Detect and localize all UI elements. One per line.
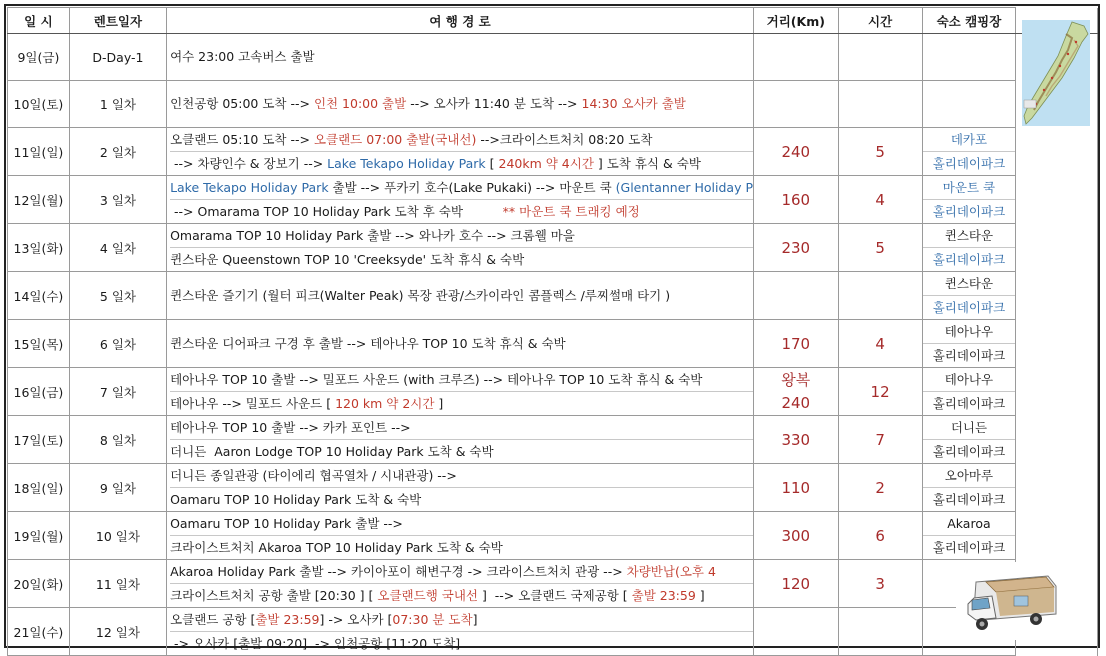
table-row (8, 320, 1098, 368)
header-distance: 거리(Km) (754, 8, 839, 34)
route-segment: 인천공항 05:00 도착 --> (170, 96, 314, 111)
route-segment: 오클랜드 05:10 도착 --> (170, 132, 314, 147)
route-cell (167, 176, 754, 224)
header-time: 시간 (838, 8, 922, 34)
camp-line: 테아나우 (944, 324, 994, 339)
route-line (170, 416, 753, 439)
rent-day-cell: 6 일차 (69, 320, 166, 368)
route-line (170, 560, 753, 583)
table-row (8, 34, 1098, 81)
route-segment: Akaroa Holiday Park 출발 --> 카이아포이 해변구경 -> 크라이스트처치 관광 --> (170, 564, 627, 579)
route-segment: 07:30 분 도착 (392, 612, 473, 627)
route-segment: 출발 23:59 (255, 612, 320, 627)
camp-line: 홀리데이파크 (923, 535, 1016, 559)
picture-cell (1016, 176, 1098, 224)
camp-cell (922, 272, 1016, 320)
route-segment: ** 마운트 쿡 트래킹 예정 (502, 204, 640, 219)
route-cell (167, 512, 754, 560)
route-segment: --> 오사카 11:40 분 도착 --> (406, 96, 582, 111)
time-cell: 7 (838, 416, 922, 464)
rent-day-cell: D-Day-1 (69, 34, 166, 81)
distance-cell (754, 272, 839, 320)
distance-cell: 120 (754, 560, 839, 608)
route-segment: ] 도착 휴식 & 숙박 (593, 156, 701, 171)
route-line (170, 512, 753, 535)
rent-day-cell: 3 일차 (69, 176, 166, 224)
time-cell (838, 81, 922, 128)
route-line (170, 631, 753, 655)
table-row (8, 176, 1098, 224)
new-zealand-map-image (1022, 20, 1090, 126)
route-segment: 출발 --> 푸카키 호수(Lake Pukaki) --> 마운트 쿡 (328, 180, 616, 195)
date-cell: 21일(수) (8, 608, 70, 656)
time-cell: 6 (838, 512, 922, 560)
header-day: 렌트일자 (69, 8, 166, 34)
route-segment: 퀸스타운 디어파크 구경 후 출발 --> 테아나우 TOP 10 도착 휴식 & 숙박 (170, 335, 566, 351)
route-segment: Lake Tekapo Holiday Park (327, 156, 486, 171)
camp-cell (922, 34, 1016, 81)
camp-line: Akaroa (947, 516, 991, 531)
camp-line: 퀸스타운 (944, 276, 994, 291)
route-line (170, 247, 753, 271)
route-segment: 오클랜드 공항 [ (170, 612, 256, 627)
route-segment: 120 km 약 2시간 (335, 396, 435, 411)
route-line (170, 48, 753, 66)
route-cell (167, 416, 754, 464)
route-segment: Omarama TOP 10 Holiday Park 출발 --> 와나카 호수 --> 크롬웰 마을 (170, 228, 575, 243)
route-cell (167, 464, 754, 512)
table-row (8, 560, 1098, 608)
camp-cell (922, 81, 1016, 128)
rent-day-cell: 4 일차 (69, 224, 166, 272)
camp-line: 마운트 쿡 (942, 180, 996, 195)
camp-line: 더니든 (950, 420, 988, 435)
date-cell: 10일(토) (8, 81, 70, 128)
route-line (170, 439, 753, 463)
camp-line: 홀리데이파크 (923, 487, 1016, 511)
route-segment: 더니든 Aaron Lodge TOP 10 Holiday Park 도착 & 숙박 (170, 444, 494, 459)
camp-line: 테아나우 (944, 372, 994, 387)
route-segment: ] (695, 588, 705, 603)
route-cell (167, 320, 754, 368)
rent-day-cell: 2 일차 (69, 128, 166, 176)
route-line (170, 224, 753, 247)
date-cell: 20일(화) (8, 560, 70, 608)
date-cell: 17일(토) (8, 416, 70, 464)
campervan-image (956, 562, 1066, 640)
camp-cell (922, 368, 1016, 416)
camp-line: 홀리데이파크 (923, 439, 1016, 463)
date-cell: 13일(화) (8, 224, 70, 272)
camp-line: 홀리데이파크 (923, 391, 1016, 415)
date-cell: 12일(월) (8, 176, 70, 224)
distance-value: 240 (781, 393, 811, 412)
camp-line: 홀리데이파크 (923, 151, 1016, 175)
header-route: 여 행 경 로 (167, 8, 754, 34)
date-cell: 19일(월) (8, 512, 70, 560)
route-line (170, 583, 753, 607)
time-cell: 4 (838, 176, 922, 224)
route-segment: 오클랜드 07:00 출발(국내선) (313, 132, 477, 147)
camp-line: 퀸스타운 (944, 228, 994, 243)
time-cell: 3 (838, 560, 922, 608)
route-line (170, 487, 753, 511)
table-row (8, 464, 1098, 512)
route-segment: --> Omarama TOP 10 Holiday Park 도착 후 숙박 (170, 204, 503, 219)
date-cell: 11일(일) (8, 128, 70, 176)
route-segment: 테아나우 TOP 10 출발 --> 밀포드 사운드 (with 크루즈) --> 테아나우 TOP 10 도착 휴식 & 숙박 (170, 372, 703, 387)
camp-cell (922, 176, 1016, 224)
rent-day-cell: 7 일차 (69, 368, 166, 416)
time-cell (838, 272, 922, 320)
rent-day-cell: 5 일차 (69, 272, 166, 320)
camp-line: 홀리데이파크 (923, 199, 1016, 223)
route-line (170, 151, 753, 175)
time-cell: 4 (838, 320, 922, 368)
distance-value: 왕복 (781, 370, 811, 389)
date-cell: 18일(일) (8, 464, 70, 512)
picture-cell (1016, 128, 1098, 176)
distance-cell: 240 (754, 128, 839, 176)
route-line (170, 199, 753, 223)
itinerary-table (7, 7, 1098, 656)
distance-cell: 170 (754, 320, 839, 368)
camp-line: 오아마루 (944, 468, 994, 483)
date-cell: 9일(금) (8, 34, 70, 81)
route-segment: -->크라이스트처치 08:20 도착 (476, 132, 653, 147)
time-cell: 2 (838, 464, 922, 512)
distance-cell: 300 (754, 512, 839, 560)
camp-cell (922, 224, 1016, 272)
rent-day-cell: 11 일차 (69, 560, 166, 608)
route-line (170, 535, 753, 559)
distance-cell (754, 608, 839, 656)
route-segment: Lake Tekapo Holiday Park (170, 180, 329, 195)
header-camp: 숙소 캠핑장 (922, 8, 1016, 34)
route-segment: [ (485, 156, 499, 171)
route-segment: 크라이스트처치 Akaroa TOP 10 Holiday Park 도착 & 숙박 (170, 540, 503, 555)
picture-cell (1016, 224, 1098, 272)
distance-cell: 330 (754, 416, 839, 464)
route-segment: ] -> 오사카 [ (319, 612, 393, 627)
distance-cell: 160 (754, 176, 839, 224)
time-cell (838, 34, 922, 81)
table-row (8, 608, 1098, 656)
route-cell (167, 224, 754, 272)
route-segment: 테아나우 TOP 10 출발 --> 카카 포인트 --> (170, 420, 411, 435)
rent-day-cell: 8 일차 (69, 416, 166, 464)
route-cell (167, 34, 754, 81)
route-segment: 크라이스트처치 공항 출발 [20:30 ] [ (170, 588, 378, 603)
route-segment: -> 오사카 [출발 09:20] -> 인천공항 [11:20 도착] (170, 636, 461, 651)
picture-cell (1016, 368, 1098, 416)
camp-cell (922, 464, 1016, 512)
camp-cell (922, 128, 1016, 176)
route-line (170, 464, 753, 487)
table-row (8, 416, 1098, 464)
route-segment: (Glentanner Holiday P (615, 180, 753, 195)
route-segment: 여수 23:00 고속버스 출발 (170, 49, 315, 64)
table-row (8, 224, 1098, 272)
table-row (8, 81, 1098, 128)
route-cell (167, 608, 754, 656)
rent-day-cell: 1 일차 (69, 81, 166, 128)
camp-line: 홀리데이파크 (923, 295, 1016, 319)
route-segment: ] (472, 612, 478, 627)
route-line (170, 335, 753, 353)
route-segment: 출발 23:59 (631, 588, 696, 603)
date-cell: 14일(수) (8, 272, 70, 320)
time-cell: 5 (838, 128, 922, 176)
camp-line: 홀리데이파크 (923, 247, 1016, 271)
route-line (170, 176, 753, 199)
route-segment: 퀸스타운 Queenstown TOP 10 'Creeksyde' 도착 휴식 & 숙박 (170, 252, 525, 267)
route-line (170, 128, 753, 151)
rent-day-cell: 12 일차 (69, 608, 166, 656)
route-line (170, 391, 753, 415)
route-segment: 더니든 종일관광 (타이에리 협곡열차 / 시내관광) --> (170, 468, 457, 483)
header-row (8, 8, 1098, 34)
route-segment: 퀸스타운 즐기기 (월터 피크(Walter Peak) 목장 관광/스카이라인 콤플렉스 /루찌썰매 타기 ) (170, 287, 671, 303)
date-cell: 16일(금) (8, 368, 70, 416)
table-row (8, 368, 1098, 416)
camp-cell (922, 512, 1016, 560)
route-cell (167, 368, 754, 416)
route-line (170, 608, 753, 631)
date-cell: 15일(목) (8, 320, 70, 368)
distance-cell (754, 368, 839, 416)
route-cell (167, 128, 754, 176)
route-line (170, 95, 753, 113)
camp-cell (922, 320, 1016, 368)
camp-cell (922, 416, 1016, 464)
camp-line: 데카포 (950, 132, 988, 147)
route-segment: 차량반납(오후 4 (626, 564, 716, 579)
header-date: 일 시 (8, 8, 70, 34)
picture-cell (1016, 272, 1098, 320)
table-row (8, 512, 1098, 560)
route-segment: 테아나우 --> 밀포드 사운드 [ (170, 396, 336, 411)
route-segment: Oamaru TOP 10 Holiday Park 출발 --> (170, 516, 403, 531)
route-segment: 240km 약 4시간 (498, 156, 594, 171)
distance-cell: 230 (754, 224, 839, 272)
picture-cell (1016, 416, 1098, 464)
picture-cell (1016, 512, 1098, 560)
route-line (170, 368, 753, 391)
time-cell: 12 (838, 368, 922, 416)
route-cell (167, 81, 754, 128)
rent-day-cell: 10 일차 (69, 512, 166, 560)
picture-cell (1016, 464, 1098, 512)
route-cell (167, 272, 754, 320)
distance-cell (754, 34, 839, 81)
camp-line: 홀리데이파크 (923, 343, 1016, 367)
rent-day-cell: 9 일차 (69, 464, 166, 512)
route-segment: Oamaru TOP 10 Holiday Park 도착 & 숙박 (170, 492, 422, 507)
route-line (170, 287, 753, 305)
route-segment: 인천 10:00 출발 (313, 96, 407, 111)
itinerary-sheet (4, 4, 1100, 651)
distance-cell: 110 (754, 464, 839, 512)
route-segment: ] --> 오클랜드 국제공항 [ (477, 588, 632, 603)
route-segment: 14:30 오사카 출발 (581, 96, 686, 111)
time-cell: 5 (838, 224, 922, 272)
table-row (8, 128, 1098, 176)
route-cell (167, 560, 754, 608)
table-row (8, 272, 1098, 320)
route-segment: ] (434, 396, 444, 411)
distance-cell (754, 81, 839, 128)
route-segment: --> 차량인수 & 장보기 --> (170, 156, 328, 171)
time-cell (838, 608, 922, 656)
picture-cell (1016, 320, 1098, 368)
route-segment: 오클랜드행 국내선 (377, 588, 478, 603)
